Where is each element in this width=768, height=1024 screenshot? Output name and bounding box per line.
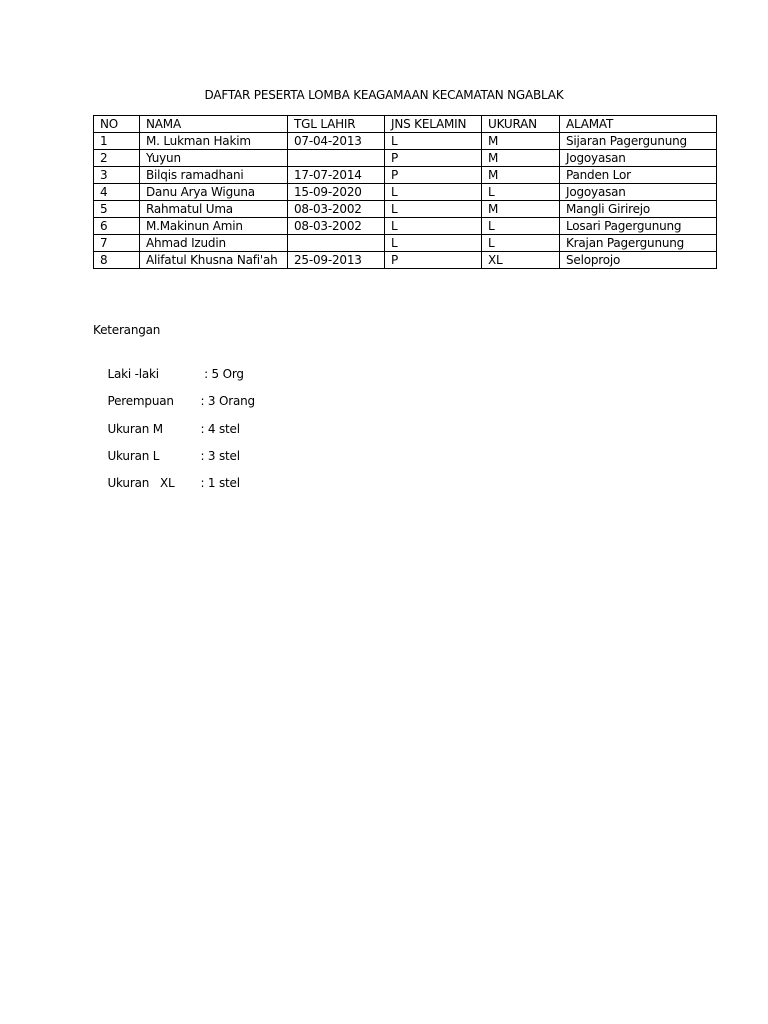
header-jns-kelamin: JNS KELAMIN xyxy=(385,116,482,133)
cell-ukuran: L xyxy=(482,184,560,201)
note-label: Laki -laki xyxy=(107,367,159,381)
participant-table xyxy=(93,115,717,269)
cell-alamat: Krajan Pagergunung xyxy=(560,235,717,252)
cell-alamat: Seloprojo xyxy=(560,252,717,269)
cell-tgl-lahir: 08-03-2002 xyxy=(288,201,385,218)
cell-nama: M.Makinun Amin xyxy=(140,218,288,235)
note-row-female xyxy=(93,376,255,409)
cell-no: 3 xyxy=(94,167,140,184)
note-row-male xyxy=(93,349,255,381)
note-value: : 3 Orang xyxy=(200,394,255,409)
cell-ukuran: M xyxy=(482,201,560,218)
cell-tgl-lahir: 25-09-2013 xyxy=(288,252,385,269)
header-ukuran: UKURAN xyxy=(482,116,560,133)
cell-no: 4 xyxy=(94,184,140,201)
table-row xyxy=(94,218,717,235)
cell-ukuran: M xyxy=(482,133,560,150)
cell-jns-kelamin: L xyxy=(385,218,482,235)
header-no: NO xyxy=(94,116,140,133)
table-row xyxy=(94,184,717,201)
cell-nama: Bilqis ramadhani xyxy=(140,167,288,184)
cell-tgl-lahir: 15-09-2020 xyxy=(288,184,385,201)
note-row-size-xl xyxy=(93,458,255,491)
cell-ukuran: M xyxy=(482,167,560,184)
table-row xyxy=(94,150,717,167)
header-nama: NAMA xyxy=(140,116,288,133)
cell-alamat: Panden Lor xyxy=(560,167,717,184)
notes-heading: Keterangan xyxy=(93,323,161,337)
cell-no: 1 xyxy=(94,133,140,150)
cell-no: 5 xyxy=(94,201,140,218)
cell-no: 7 xyxy=(94,235,140,252)
cell-no: 6 xyxy=(94,218,140,235)
cell-ukuran: XL xyxy=(482,252,560,269)
cell-jns-kelamin: P xyxy=(385,150,482,167)
cell-alamat: Sijaran Pagergunung xyxy=(560,133,717,150)
page-title: DAFTAR PESERTA LOMBA KEAGAMAAN KECAMATAN NGABLAK xyxy=(204,88,564,102)
cell-ukuran: M xyxy=(482,150,560,167)
note-value: : 4 stel xyxy=(200,421,240,436)
cell-nama: Danu Arya Wiguna xyxy=(140,184,288,201)
cell-ukuran: L xyxy=(482,218,560,235)
notes-section xyxy=(93,322,255,491)
table-row xyxy=(94,235,717,252)
cell-no: 2 xyxy=(94,150,140,167)
cell-tgl-lahir: 17-07-2014 xyxy=(288,167,385,184)
cell-nama: Yuyun xyxy=(140,150,288,167)
cell-tgl-lahir: 07-04-2013 xyxy=(288,133,385,150)
note-row-size-l xyxy=(93,431,255,463)
cell-nama: Rahmatul Uma xyxy=(140,201,288,218)
header-alamat: ALAMAT xyxy=(560,116,717,133)
note-label: Ukuran XL xyxy=(107,476,175,491)
note-label: Ukuran L xyxy=(107,448,160,463)
cell-jns-kelamin: L xyxy=(385,133,482,150)
cell-tgl-lahir xyxy=(288,235,385,252)
table-row xyxy=(94,167,717,184)
cell-alamat: Jogoyasan xyxy=(560,184,717,201)
cell-nama: M. Lukman Hakim xyxy=(140,133,288,150)
cell-tgl-lahir: 08-03-2002 xyxy=(288,218,385,235)
cell-nama: Alifatul Khusna Nafi'ah xyxy=(140,252,288,269)
table-header-row xyxy=(94,116,717,133)
cell-jns-kelamin: P xyxy=(385,252,482,269)
cell-no: 8 xyxy=(94,252,140,269)
note-label: Perempuan xyxy=(107,394,174,409)
table-row xyxy=(94,252,717,269)
cell-alamat: Mangli Girirejo xyxy=(560,201,717,218)
cell-jns-kelamin: L xyxy=(385,184,482,201)
note-label: Ukuran M xyxy=(107,421,163,436)
cell-jns-kelamin: L xyxy=(385,201,482,218)
note-value: : 3 stel xyxy=(200,448,240,463)
cell-jns-kelamin: P xyxy=(385,167,482,184)
note-value: : 5 Org xyxy=(200,367,244,381)
cell-alamat: Losari Pagergunung xyxy=(560,218,717,235)
cell-ukuran: L xyxy=(482,235,560,252)
cell-alamat: Jogoyasan xyxy=(560,150,717,167)
cell-jns-kelamin: L xyxy=(385,235,482,252)
cell-tgl-lahir xyxy=(288,150,385,167)
cell-nama: Ahmad Izudin xyxy=(140,235,288,252)
note-value: : 1 stel xyxy=(200,476,240,491)
header-tgl-lahir: TGL LAHIR xyxy=(288,116,385,133)
note-row-size-m xyxy=(93,404,255,436)
table-row xyxy=(94,133,717,150)
table-row xyxy=(94,201,717,218)
